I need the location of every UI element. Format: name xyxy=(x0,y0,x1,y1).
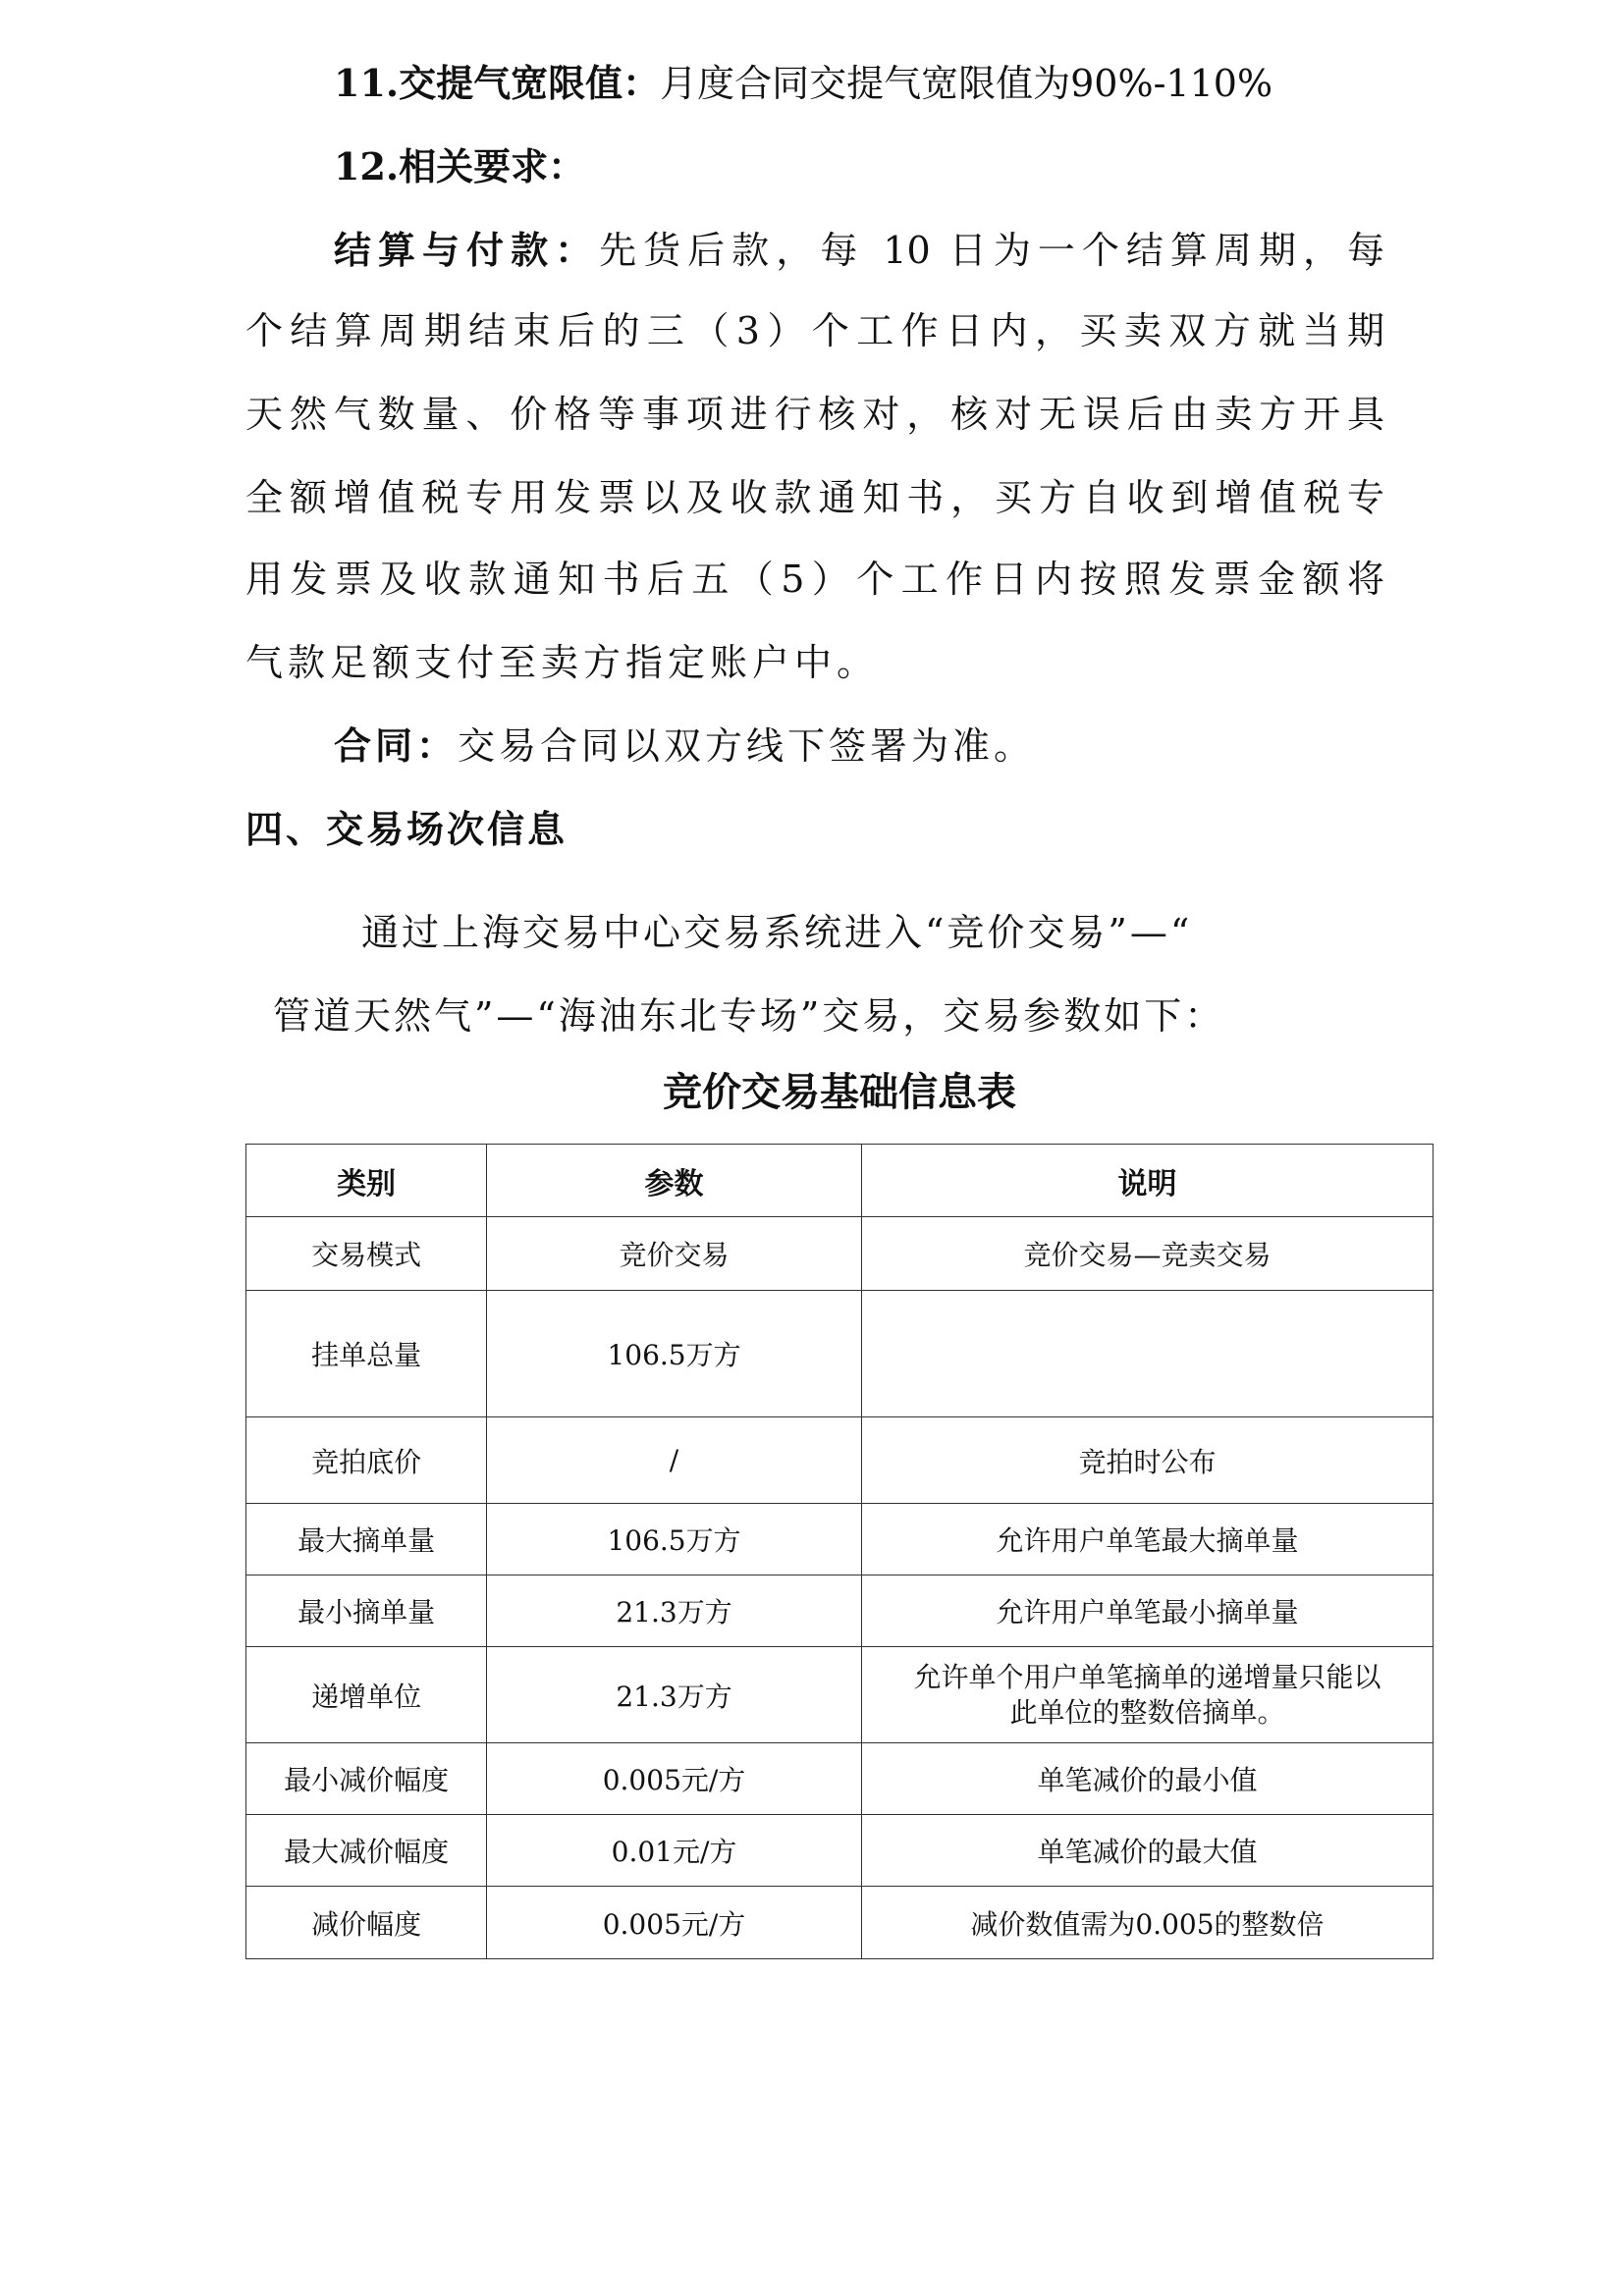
table-row xyxy=(246,1743,1434,1815)
item-12-label: 12.相关要求： xyxy=(334,144,586,188)
row-category: 最小减价幅度 xyxy=(246,1743,487,1815)
table-row xyxy=(246,1417,1434,1504)
row-desc: 竞拍时公布 xyxy=(861,1417,1433,1504)
contract-line xyxy=(334,721,1035,771)
header-category: 类别 xyxy=(246,1145,487,1217)
row-desc: 单笔减价的最大值 xyxy=(861,1815,1433,1887)
section-4-title: 四、交易场次信息 xyxy=(245,807,568,851)
row-category: 减价幅度 xyxy=(246,1887,487,1959)
row-category: 挂单总量 xyxy=(246,1291,487,1417)
settlement-line-6: 气款足额支付至卖方指定账户中。 xyxy=(245,641,880,684)
settlement-line-1 xyxy=(334,226,1384,275)
intro-line-1: 通过上海交易中心交易系统进入“竞价交易”—“ xyxy=(361,911,1193,954)
row-desc: 竞价交易—竞卖交易 xyxy=(861,1217,1433,1291)
row-desc: 允许用户单笔最大摘单量 xyxy=(861,1504,1433,1575)
row-param: 21.3万方 xyxy=(487,1647,862,1743)
row-param: 0.01元/方 xyxy=(487,1815,862,1887)
table-row xyxy=(246,1575,1434,1647)
row-param: / xyxy=(487,1417,862,1504)
row-category: 最大摘单量 xyxy=(246,1504,487,1575)
row-category: 最小摘单量 xyxy=(246,1575,487,1647)
item-11-text: 月度合同交提气宽限值为90%-110% xyxy=(660,62,1273,105)
row-category: 交易模式 xyxy=(246,1217,487,1291)
bidding-info-table xyxy=(245,1144,1434,1959)
header-param: 参数 xyxy=(487,1145,862,1217)
settlement-label: 结算与付款： xyxy=(334,228,600,272)
contract-text: 交易合同以双方线下签署为准。 xyxy=(458,724,1036,768)
table-header-row xyxy=(246,1145,1434,1217)
row-param: 106.5万方 xyxy=(487,1504,862,1575)
table-row xyxy=(246,1217,1434,1291)
settlement-line-5: 用发票及收款通知书后五（5）个工作日内按照发票金额将 xyxy=(245,558,1384,601)
row-param: 21.3万方 xyxy=(487,1575,862,1647)
contract-label: 合同： xyxy=(334,723,459,768)
row-desc: 允许用户单笔最小摘单量 xyxy=(861,1575,1433,1647)
settlement-text-1: 先货后款，每 10 日为一个结算周期，每 xyxy=(599,229,1384,272)
row-param: 0.005元/方 xyxy=(487,1743,862,1815)
item-11 xyxy=(334,59,1272,108)
table-title: 竞价交易基础信息表 xyxy=(663,1069,1016,1115)
item-11-label: 11.交提气宽限值： xyxy=(334,61,661,105)
row-desc: 减价数值需为0.005的整数倍 xyxy=(861,1887,1433,1959)
table-row xyxy=(246,1887,1434,1959)
row-desc: 单笔减价的最小值 xyxy=(861,1743,1433,1815)
header-desc: 说明 xyxy=(861,1145,1433,1217)
intro-line-2: 管道天然气”—“海油东北专场”交易，交易参数如下： xyxy=(273,994,1225,1038)
row-category: 最大减价幅度 xyxy=(246,1815,487,1887)
table-row xyxy=(246,1504,1434,1575)
settlement-line-2: 个结算周期结束后的三（3）个工作日内，买卖双方就当期 xyxy=(245,309,1384,352)
row-category: 递增单位 xyxy=(246,1647,487,1743)
row-category: 竞拍底价 xyxy=(246,1417,487,1504)
settlement-line-3: 天然气数量、价格等事项进行核对，核对无误后由卖方开具 xyxy=(245,393,1384,436)
table-row xyxy=(246,1815,1434,1887)
row-param: 0.005元/方 xyxy=(487,1887,862,1959)
row-param: 106.5万方 xyxy=(487,1291,862,1417)
row-param: 竞价交易 xyxy=(487,1217,862,1291)
row-desc xyxy=(861,1291,1433,1417)
table-row xyxy=(246,1291,1434,1417)
table-row xyxy=(246,1647,1434,1743)
settlement-line-4: 全额增值税专用发票以及收款通知书，买方自收到增值税专 xyxy=(245,476,1384,519)
row-desc: 允许单个用户单笔摘单的递增量只能以此单位的整数倍摘单。 xyxy=(861,1647,1433,1743)
